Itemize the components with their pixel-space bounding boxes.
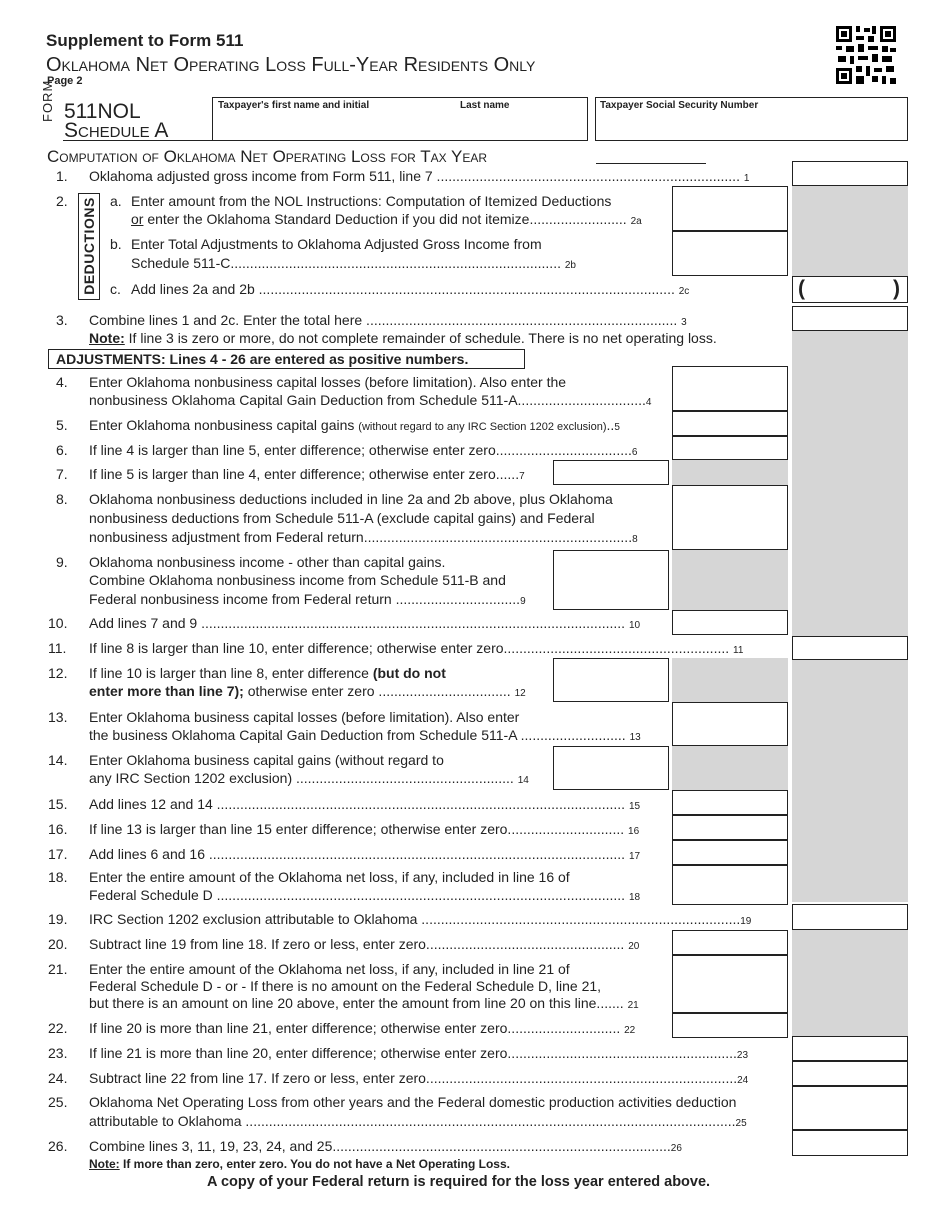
- line-15-ref: 15: [628, 801, 641, 812]
- line-5-label: [89, 417, 620, 436]
- line-23-text: If line 21 is more than line 20, enter difference; otherwise enter zero...........................................................: [89, 1045, 737, 1061]
- line-25-text-2: [89, 1113, 747, 1132]
- line-3-text: Combine lines 1 and 2c. Enter the total here ................................................................................: [89, 312, 678, 328]
- line-21-text-1: Enter the entire amount of the Oklahoma net loss, if any, included in line 21 of: [89, 961, 570, 977]
- line-1-ref: 1: [743, 173, 750, 184]
- line-4-amount[interactable]: [672, 366, 788, 411]
- line-24-amount[interactable]: [792, 1061, 908, 1086]
- line-13-ref: 13: [629, 732, 641, 743]
- line-2b-sub: b.: [110, 236, 122, 252]
- line-10-number: 10.: [48, 615, 68, 631]
- line-10-ref: 10: [628, 620, 641, 631]
- line-15-label: [89, 796, 640, 815]
- line-19-amount[interactable]: [792, 904, 908, 930]
- line-2b-text-2: [131, 255, 576, 274]
- line-21-text-2: Federal Schedule D - or - If there is no amount on the Federal Schedule D, line 21,: [89, 978, 602, 994]
- line-26-note-label: Note:: [89, 1157, 120, 1171]
- line-21-number: 21.: [48, 961, 68, 977]
- form-number: 511NOL: [64, 100, 141, 123]
- line-9-text: Federal nonbusiness income from Federal return ................................: [89, 591, 521, 607]
- line-11-label: [89, 640, 743, 659]
- line-18-text-2: [89, 887, 640, 906]
- line-6-text: If line 4 is larger than line 5, enter difference; otherwise enter zero...................................: [89, 442, 632, 458]
- line-2a-text-2: [131, 211, 642, 230]
- last-name-label: Last name: [460, 100, 510, 111]
- line-20-label: [89, 936, 639, 955]
- line-23-amount[interactable]: [792, 1036, 908, 1061]
- line-17-text: Add lines 6 and 16 ...........................................................................................................: [89, 846, 626, 862]
- line-21-amount[interactable]: [672, 955, 788, 1013]
- line-2c-ref: 2c: [678, 286, 690, 297]
- line-5-ref: 5: [614, 422, 620, 433]
- line-8-text-3: [89, 529, 638, 548]
- form-title: Oklahoma Net Operating Loss Full-Year Residents Only: [46, 54, 536, 76]
- gray-mid-7: [672, 460, 788, 485]
- line-4-number: 4.: [56, 374, 68, 390]
- supplement-title: Supplement to Form 511: [46, 31, 244, 50]
- line-2b-amount[interactable]: [672, 231, 788, 276]
- line-9-text-1: Oklahoma nonbusiness income - other than capital gains.: [89, 554, 446, 570]
- line-6-number: 6.: [56, 442, 68, 458]
- line-15-text: Add lines 12 and 14 .........................................................................................................: [89, 796, 626, 812]
- deductions-label: DEDUCTIONS: [81, 197, 97, 295]
- line-2c-text: Add lines 2a and 2b ...........................................................................................................: [131, 281, 675, 297]
- paren-open: (: [798, 277, 805, 300]
- line-4-text: nonbusiness Oklahoma Capital Gain Deduction from Schedule 511-A.................................: [89, 392, 646, 408]
- line-25-text: attributable to Oklahoma ..............................................................................................................................: [89, 1113, 736, 1129]
- line-11-amount[interactable]: [792, 636, 908, 660]
- line-13-number: 13.: [48, 709, 68, 725]
- line-14-text: any IRC Section 1202 exclusion) ........................................................: [89, 770, 518, 786]
- line-5-text: Enter Oklahoma nonbusiness capital gains: [89, 417, 359, 433]
- line-12-bold-1: (but do not: [372, 665, 446, 681]
- line-24-label: [89, 1070, 748, 1089]
- line-12-text-2: [89, 683, 526, 702]
- line-2a-ref: 2a: [630, 216, 642, 227]
- line-26-text: Combine lines 3, 11, 19, 23, 24, and 25.......................................................................................: [89, 1138, 671, 1154]
- line-20-ref: 20: [628, 941, 640, 952]
- line-12-text-b: otherwise enter zero ..................................: [243, 683, 515, 699]
- first-name-label: Taxpayer's first name and initial: [218, 100, 370, 111]
- line-10-label: [89, 615, 640, 634]
- line-24-number: 24.: [48, 1070, 68, 1086]
- gray-band-20: [792, 928, 908, 1036]
- line-23-ref: 23: [736, 1050, 749, 1061]
- schedule-label: Schedule A: [64, 119, 169, 142]
- line-12-bold-2: enter more than line 7);: [89, 683, 244, 699]
- line-12-text: If line 10 is larger than line 8, enter difference: [89, 665, 373, 681]
- line-25-ref: 25: [735, 1118, 747, 1129]
- line-18-amount[interactable]: [672, 865, 788, 905]
- line-18-number: 18.: [48, 869, 68, 885]
- line-24-ref: 24: [737, 1075, 749, 1086]
- line-22-ref: 22: [624, 1025, 636, 1036]
- line-9-ref: 9: [520, 596, 526, 607]
- gray-band-12: [792, 658, 908, 902]
- line-2c-sub: c.: [110, 281, 121, 297]
- section-title: Computation of Oklahoma Net Operating Loss for Tax Year: [47, 147, 488, 166]
- line-17-number: 17.: [48, 846, 68, 862]
- qr-code-icon: [836, 26, 896, 84]
- line-3-note: [89, 330, 717, 347]
- line-1-text: Oklahoma adjusted gross income from Form 511, line 7 ..............................................................................: [89, 168, 740, 184]
- line-2a-amount[interactable]: [672, 186, 788, 231]
- line-12-amount[interactable]: [553, 658, 669, 702]
- line-4-text-2: [89, 392, 651, 411]
- line-19-label: [89, 911, 751, 930]
- line-16-text: If line 13 is larger than line 15 enter difference; otherwise enter zero..............................: [89, 821, 625, 837]
- line-6-label: [89, 442, 637, 461]
- line-11-number: 11.: [48, 640, 67, 656]
- line-3-label: [89, 312, 687, 331]
- line-9-text-2: Combine Oklahoma nonbusiness income from Schedule 511-B and: [89, 572, 506, 588]
- line-25-number: 25.: [48, 1094, 68, 1110]
- line-22-amount[interactable]: [672, 1013, 788, 1038]
- line-5-number: 5.: [56, 417, 68, 433]
- line-9-amount[interactable]: [553, 550, 669, 610]
- line-19-ref: 19: [740, 916, 752, 927]
- line-5-text-small: (without regard to any IRC Section 1202 exclusion): [358, 421, 607, 433]
- line-26-amount[interactable]: [792, 1130, 908, 1156]
- form-label: FORM: [40, 79, 55, 122]
- line-8-text-2: nonbusiness deductions from Schedule 511-A (exclude capital gains) and Federal: [89, 510, 595, 526]
- line-2c-amount[interactable]: [792, 276, 908, 303]
- tax-year-field[interactable]: [596, 160, 706, 164]
- line-7-ref: 7: [519, 471, 525, 482]
- line-17-label: [89, 846, 640, 865]
- line-26-ref: 26: [670, 1143, 682, 1154]
- line-8-number: 8.: [56, 491, 68, 507]
- line-2b-text: Schedule 511-C.....................................................................................: [131, 255, 561, 271]
- line-25-amount[interactable]: [792, 1086, 908, 1130]
- line-5-dots: ..: [606, 417, 615, 433]
- line-1-label: [89, 168, 749, 187]
- line-26-number: 26.: [48, 1138, 68, 1154]
- line-16-amount[interactable]: [672, 815, 788, 840]
- line-9-text-3: [89, 591, 526, 610]
- line-21-text-3: [89, 995, 639, 1014]
- line-12-ref: 12: [514, 688, 526, 699]
- line-12-number: 12.: [48, 665, 68, 681]
- line-3-note-label: Note:: [89, 330, 125, 346]
- line-4-ref: 4: [645, 397, 652, 408]
- line-6-amount[interactable]: [672, 436, 788, 460]
- line-22-number: 22.: [48, 1020, 68, 1036]
- line-9-number: 9.: [56, 554, 68, 570]
- paren-close: ): [893, 277, 900, 300]
- line-2a-sub: a.: [110, 193, 122, 209]
- line-7-label: [89, 466, 525, 485]
- line-2b-text-1: Enter Total Adjustments to Oklahoma Adjusted Gross Income from: [131, 236, 542, 252]
- line-18-text: Federal Schedule D .........................................................................................................: [89, 887, 626, 903]
- line-11-text: If line 8 is larger than line 10, enter difference; otherwise enter zero..........................................................: [89, 640, 730, 656]
- line-13-text-2: [89, 727, 641, 746]
- line-18-text-1: Enter the entire amount of the Oklahoma net loss, if any, included in line 16 of: [89, 869, 570, 885]
- line-13-text-1: Enter Oklahoma business capital losses (before limitation). Also enter: [89, 709, 520, 725]
- line-23-label: [89, 1045, 748, 1064]
- line-8-text-1: Oklahoma nonbusiness deductions included in line 2a and 2b above, plus Oklahoma: [89, 491, 613, 507]
- gray-mid-9: [672, 550, 788, 610]
- line-10-amount[interactable]: [672, 610, 788, 635]
- gray-mid-12: [672, 658, 788, 702]
- line-16-label: [89, 821, 639, 840]
- ssn-label: Taxpayer Social Security Number: [600, 100, 759, 111]
- line-23-number: 23.: [48, 1045, 68, 1061]
- line-14-amount[interactable]: [553, 746, 669, 790]
- line-16-number: 16.: [48, 821, 68, 837]
- line-2a-or: or: [131, 211, 144, 227]
- line-2b-ref: 2b: [564, 260, 576, 271]
- line-3-ref: 3: [681, 317, 687, 328]
- gray-band-2: [792, 186, 908, 276]
- adjustments-header-text: ADJUSTMENTS: Lines 4 - 26 are entered as positive numbers.: [56, 351, 469, 367]
- line-21-text: but there is an amount on line 20 above, enter the amount from line 20 on this line.......: [89, 995, 624, 1011]
- line-12-text-1: [89, 665, 446, 682]
- line-26-note-text: If more than zero, enter zero. You do not have a Net Operating Loss.: [119, 1157, 510, 1171]
- line-19-number: 19.: [48, 911, 68, 927]
- line-7-number: 7.: [56, 466, 68, 482]
- line-25-text-1: Oklahoma Net Operating Loss from other years and the Federal domestic production activities deduction: [89, 1094, 737, 1110]
- line-11-ref: 11: [733, 645, 744, 656]
- line-15-number: 15.: [48, 796, 68, 812]
- line-6-ref: 6: [631, 447, 638, 458]
- line-17-ref: 17: [628, 851, 641, 862]
- line-13-amount[interactable]: [672, 702, 788, 746]
- line-10-text: Add lines 7 and 9 .............................................................................................................: [89, 615, 626, 631]
- line-20-number: 20.: [48, 936, 68, 952]
- line-21-ref: 21: [627, 1000, 639, 1011]
- line-26-label: [89, 1138, 682, 1157]
- line-2c-label: [131, 281, 689, 300]
- page-number: Page 2: [47, 75, 83, 87]
- gray-mid-14: [672, 746, 788, 790]
- line-18-ref: 18: [628, 892, 641, 903]
- line-17-amount[interactable]: [672, 840, 788, 865]
- line-7-text: If line 5 is larger than line 4, enter difference; otherwise enter zero......: [89, 466, 520, 482]
- line-16-ref: 16: [628, 826, 640, 837]
- line-14-number: 14.: [48, 752, 68, 768]
- line-2a-text-1: Enter amount from the NOL Instructions: Computation of Itemized Deductions: [131, 193, 612, 209]
- line-1-number: 1.: [56, 168, 68, 184]
- form-id-rule: [63, 140, 213, 141]
- line-24-text: Subtract line 22 from line 17. If zero or less, enter zero................................................................................: [89, 1070, 738, 1086]
- line-20-text: Subtract line 19 from line 18. If zero or less, enter zero...................................................: [89, 936, 625, 952]
- line-14-text-2: [89, 770, 529, 789]
- line-14-text-1: Enter Oklahoma business capital gains (without regard to: [89, 752, 444, 768]
- line-8-text: nonbusiness adjustment from Federal return.....................................................................: [89, 529, 633, 545]
- line-7-amount[interactable]: [553, 460, 669, 485]
- line-8-ref: 8: [632, 534, 638, 545]
- line-3-amount[interactable]: [792, 306, 908, 331]
- line-15-amount[interactable]: [672, 790, 788, 815]
- line-3-note-text: If line 3 is zero or more, do not complete remainder of schedule. There is no net operating loss.: [124, 330, 717, 346]
- line-22-label: [89, 1020, 635, 1039]
- line-8-amount[interactable]: [672, 485, 788, 550]
- line-2-number: 2.: [56, 193, 68, 209]
- line-20-amount[interactable]: [672, 930, 788, 955]
- line-2a-text: enter the Oklahoma Standard Deduction if you did not itemize.........................: [143, 211, 627, 227]
- line-14-ref: 14: [517, 775, 529, 786]
- footer-note: A copy of your Federal return is required for the loss year entered above.: [207, 1174, 711, 1190]
- line-22-text: If line 20 is more than line 21, enter difference; otherwise enter zero.............................: [89, 1020, 621, 1036]
- line-13-text: the business Oklahoma Capital Gain Deduction from Schedule 511-A ...........................: [89, 727, 626, 743]
- line-19-text: IRC Section 1202 exclusion attributable to Oklahoma ..................................................................................: [89, 911, 741, 927]
- line-3-number: 3.: [56, 312, 68, 328]
- gray-band-adj: [792, 331, 908, 638]
- line-26-note: [89, 1157, 510, 1172]
- line-1-amount[interactable]: [792, 161, 908, 186]
- line-4-text-1: Enter Oklahoma nonbusiness capital losses (before limitation). Also enter the: [89, 374, 567, 390]
- line-5-amount[interactable]: [672, 411, 788, 436]
